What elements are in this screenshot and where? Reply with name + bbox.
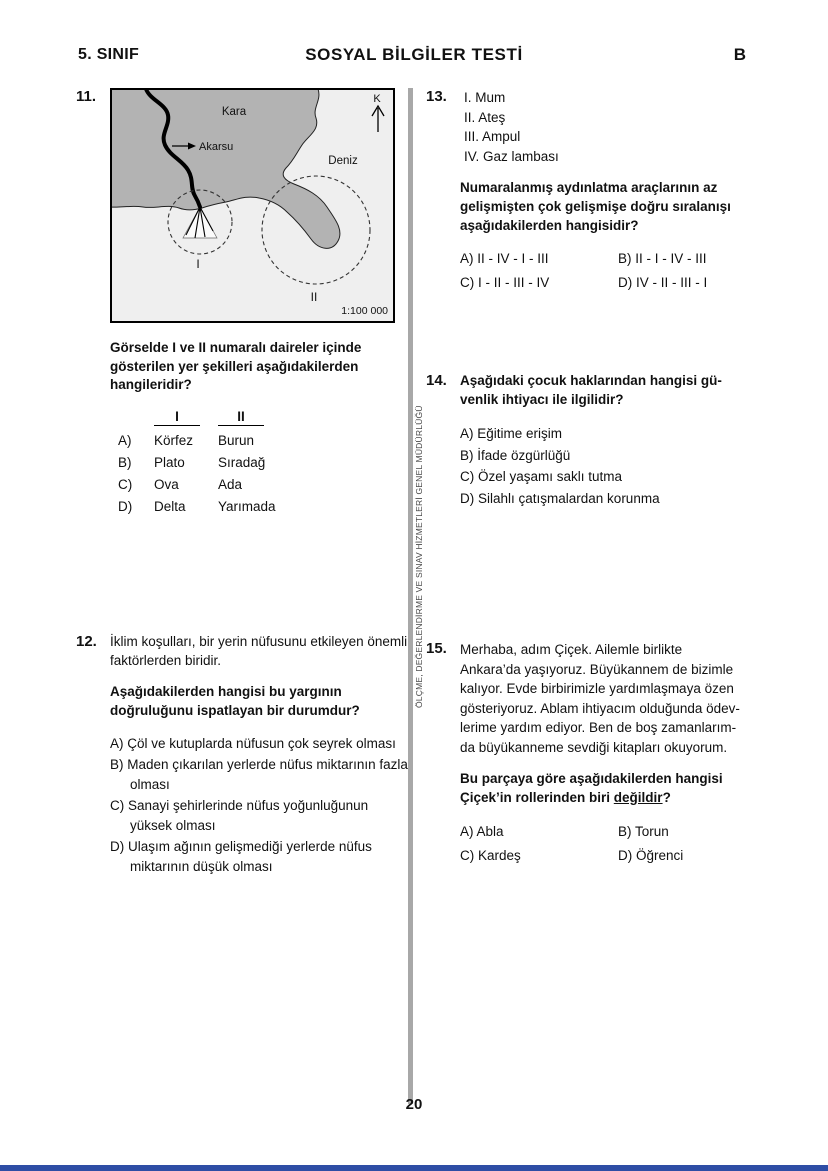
page-edge-bar [0,1165,828,1171]
option-a: A) Çöl ve kutuplarda nüfusun çok seyrek olması [110,735,396,751]
stem-line: venlik ihtiyacı ile ilgilidir? [460,391,624,407]
option-a: A) II - IV - I - III [460,251,549,267]
table-cell: Körfez [154,432,194,448]
stem-underlined-word: değildir [613,790,663,805]
option-a: A) Eğitime erişim [460,426,563,442]
option-d: D) Silahlı çatışmalardan korunma [460,490,660,506]
numbered-items [460,88,766,166]
option-d: D) IV - II - III - I [618,275,708,291]
stem-text: Bu parçaya göre aşağıdakilerden hangisi Çiçek’in rollerinden biri [460,771,723,805]
map-label-circle-2: II [310,290,318,304]
options-grid [460,823,766,866]
paragraph-line: lerime yardım ediyor. Ben de boş zamanlarım- [460,720,737,736]
options-list [460,424,766,508]
question-15 [426,640,766,865]
table-cell: Plato [154,454,185,470]
question-stem: Aşağıdakilerden hangisi bu yargının doğruluğunu ispatlayan bir durumdur? [110,684,360,718]
question-11 [76,88,402,514]
page-title: SOSYAL BİLGİLER TESTİ [305,45,523,64]
question-stem [460,372,766,409]
option-a: A) Abla [460,823,504,839]
table-cell: Delta [154,498,186,514]
map-label-land: Kara [221,106,247,118]
options-grid [460,250,766,293]
booklet-label: B [733,45,746,64]
list-item: II. Ateş [464,109,506,125]
grade-label: 5. SINIF [78,46,140,63]
option-c: C) Kardeş [460,847,521,863]
question-13 [426,88,766,293]
options-list [110,734,410,877]
question-number: 13. [426,88,447,105]
table-cell: Sıradağ [218,454,266,470]
map-figure [110,88,395,323]
divider-watermark: ÖLÇME, DEĞERLENDİRME VE SINAV HİZMETLERİ GENEL MÜDÜRLÜĞÜ [414,405,424,708]
question-number: 15. [426,640,447,657]
paragraph-line: kalıyor. Evde birbirimizle yardımlaşmaya özen [460,681,734,697]
landform-map-svg [110,88,395,323]
map-scale-label: 1:100 000 [341,305,388,317]
option-letter: B) [118,454,132,470]
option-letter: D) [118,498,133,514]
question-stem: Görselde I ve II numaralı daireler içinde gösterilen yer şekilleri aşağıdakilerden hangileridir? [110,340,362,393]
option-c: C) I - II - III - IV [460,275,550,291]
stem-line: Aşağıdaki çocuk haklarından hangisi gü- [460,373,722,388]
option-letter: C) [118,476,133,492]
option-c: C) Sanayi şehirlerinde nüfus yoğunluğunun yüksek olması [110,798,369,833]
option-d: D) Öğrenci [618,847,684,863]
list-item: IV. Gaz lambası [464,148,559,164]
question-stem [460,770,766,807]
option-b: B) Maden çıkarılan yerlerde nüfus miktarının fazla olması [110,757,408,792]
table-header-2: II [218,409,264,426]
paragraph-line: da büyükanneme sevdiği kitapları okuyorum. [460,739,728,755]
paragraph-line: Ankara’da yaşıyoruz. Büyükannem de bizimle [460,661,734,677]
question-12 [76,633,410,878]
option-c: C) Özel yaşamı saklı tutma [460,469,623,485]
column-divider [408,88,413,1104]
table-cell: Ova [154,476,179,492]
question-number: 11. [76,88,97,105]
map-label-circle-1: I [196,257,200,271]
map-label-sea: Deniz [328,155,358,167]
table-cell: Burun [218,432,255,448]
option-b: B) İfade özgürlüğü [460,447,571,463]
answer-table [118,409,402,514]
question-number: 12. [76,633,97,650]
option-d: D) Ulaşım ağının gelişmediği yerlerde nüfus miktarının düşük olması [110,839,372,874]
option-b: B) Torun [618,823,669,839]
table-header-1: I [154,409,200,426]
question-14 [426,372,766,511]
list-item: I. Mum [464,90,506,105]
map-label-north: K [373,93,381,105]
stem-suffix: ? [662,790,671,805]
paragraph-line: Merhaba, adım Çiçek. Ailemle birlikte [460,642,683,657]
question-paragraph [460,640,766,757]
page-number: 20 [405,1096,423,1113]
question-number: 14. [426,372,447,389]
question-intro: İklim koşulları, bir yerin nüfusunu etkileyen önemli faktörlerden biridir. [110,634,408,668]
table-cell: Yarımada [218,498,276,514]
option-b: B) II - I - IV - III [618,251,707,267]
option-letter: A) [118,432,132,448]
list-item: III. Ampul [464,129,521,145]
question-stem: Numaralanmış aydınlatma araçlarının az gelişmişten çok gelişmişe doğru sıralanışı aşağıdakilerden hangisidir? [460,180,731,233]
table-cell: Ada [218,476,243,492]
map-label-river: Akarsu [199,141,234,153]
paragraph-line: gösteriyoruz. Ablam ihtiyacım olduğunda ödev- [460,700,740,716]
